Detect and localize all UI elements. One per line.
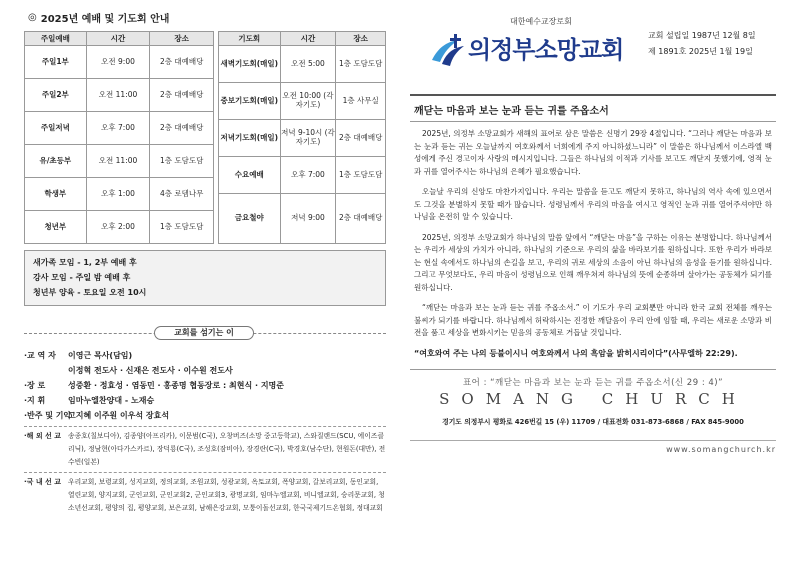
table-cell-time: 오전 5:00	[280, 46, 336, 83]
table-cell-place: 1층 사무실	[336, 83, 386, 120]
table-cell-time: 오후 1:00	[86, 178, 150, 211]
meeting-item: 강사 모임 - 주일 밤 예배 후	[33, 273, 131, 282]
schedule-title	[24, 8, 386, 27]
table-cell-name: 수요예배	[219, 157, 281, 194]
list-item: ·교 역 자 이영근 목사(담임)	[24, 351, 133, 360]
table-cell-time: 오후 7:00	[280, 157, 336, 194]
meetings-box	[24, 250, 386, 306]
table-cell-time: 오후 7:00	[86, 112, 150, 145]
table-cell-place: 4층 로뎀나무	[150, 178, 214, 211]
table-cell-place: 2층 대예배당	[150, 46, 214, 79]
meeting-item: 청년부 양육 - 토요일 오전 10시	[33, 288, 147, 297]
table-cell-time: 오전 9:00	[86, 46, 150, 79]
list-item: ·장 로 성중환 · 정효성 · 염동민 · 홍종명 협동장로 : 최현식 · 지명준	[24, 381, 285, 390]
serve-label: 교회를 섬기는 이	[154, 326, 254, 340]
website-link[interactable]: www.somangchurch.kr	[666, 444, 776, 454]
issue-number: 제 1891호 2025년 1월 19일	[648, 47, 753, 56]
article-body	[410, 128, 776, 340]
table-row	[219, 194, 386, 244]
table-cell-name: 저녁기도회(매일)	[219, 120, 281, 157]
table-header: 시간	[86, 32, 150, 46]
table-row	[219, 120, 386, 157]
church-logo-icon	[428, 30, 468, 70]
table-cell-name: 주일1부	[25, 46, 87, 79]
church-address: 경기도 의정부시 평화로 426번길 15 (우) 11709 / 대표전화 031-873-6868 / FAX 845-9000	[442, 417, 744, 426]
table-cell-name: 학생부	[25, 178, 87, 211]
schedule-title-text: 2025년 예배 및 기도회 안내	[40, 14, 170, 25]
table-header: 장소	[150, 32, 214, 46]
article-paragraph: 오늘날 우리의 신앙도 마찬가지입니다. 우리는 말씀을 듣고도 깨닫지 못하고, 하나님의 역사 속에 있으면서도 그것을 분별하지 못할 때가 많습니다. 성령님께서 우리의 마음을 여시고 영적인 눈과 귀를 열어주셔야만 하나님을 온전히 알 수 있습니다.	[414, 187, 772, 221]
table-cell-name: 주일저녁	[25, 112, 87, 145]
table-cell-time: 저녁 9-10시 (각자기도)	[280, 120, 336, 157]
prayer-schedule-table	[218, 31, 386, 244]
table-row	[25, 79, 214, 112]
table-cell-time: 오전 11:00	[86, 145, 150, 178]
table-header: 시간	[280, 32, 336, 46]
table-cell-place: 2층 대예배당	[150, 112, 214, 145]
table-cell-place: 1층 도담도담	[150, 211, 214, 244]
masthead-meta	[648, 28, 776, 60]
meeting-item: 새가족 모임 - 1, 2부 예배 후	[33, 258, 137, 267]
table-cell-place: 1층 도담도담	[150, 145, 214, 178]
overseas-missions: ·해 외 선 교 송종호(칠보디아), 김종양(아프리카), 이문범(C국), 오창버즈(소망 중고등학교), 스와질랜드(SCU, 에이즈클리닉), 정남현(아다가스카르), 장덕룡(C국), 조성호(잠비아), 장경란(C국), 박경호(남수단), 현원돈(대만), 전수빈(일본)	[24, 432, 386, 466]
table-cell-time: 저녁 9:00	[280, 194, 336, 244]
article-paragraph: 2025년, 의정부 소망교회가 하나님의 말씀 앞에서 “깨닫는 마음”을 구하는 이유는 분명합니다. 하나님께서는 우리가 세상의 가치가 아니라, 하나님의 기준으로 우리의 삶을 바라보기를 원하십니다. 또한 우리가 바라보는 현실 속에서도 하나님의 손길을 보고, 우리의 귀로 세상의 소음이 아닌 하나님의 음성을 듣기를 원하십니다. 그리고 무엇보다도, 우리 마음이 성령님으로 인해 깨우쳐져 하나님의 뜻에 순종하며 살아가는 공동체가 되기를 원하십니다.	[414, 232, 772, 292]
founded-date: 교회 설립일 1987년 12월 8일	[648, 31, 756, 40]
list-item: ·반주 및 기악 고지혜 이주원 이우석 장효석	[24, 411, 170, 420]
table-row	[219, 157, 386, 194]
table-cell-place: 2층 대예배당	[336, 120, 386, 157]
staff-list	[24, 348, 386, 423]
list-item: 이정혁 전도사 · 신재은 전도사 · 이수원 전도사	[68, 366, 233, 375]
table-header: 장소	[336, 32, 386, 46]
table-cell-time: 오후 2:00	[86, 211, 150, 244]
somang-church-wordmark: SOMANG CHURCH	[439, 389, 747, 408]
article-paragraph: “깨닫는 마음과 보는 눈과 듣는 귀를 주옵소서.” 이 기도가 우리 교회뿐만 아니라 한국 교회 전체를 깨우는 불씨가 되기를 바랍니다. 하나님께서 허락하시는 진정한 깨달음이 우리 안에 임할 때, 우리는 새로운 소망과 비전을 품고 세상을 변화시키는 믿음의 공동체로 거듭날 것입니다.	[414, 303, 772, 337]
table-cell-name: 청년부	[25, 211, 87, 244]
table-row	[25, 145, 214, 178]
worship-schedule-table	[24, 31, 214, 244]
article-paragraph: 2025년, 의정부 소망교회가 새해의 표어로 삼은 말씀은 신명기 29장 4절입니다. “그러나 깨닫는 마음과 보는 눈과 듣는 귀는 오늘날까지 여호와께서 너희에게 주지 아니하셨느니라” 이 말씀은 하나님께서 이스라엘 백성에게 주신 경고이자 사랑의 메시지입니다. 그들은 하나님의 이적과 기사를 보고도 깨닫지 못했기에, 영적 눈과 귀를 열어주시는 하나님의 은혜가 필요했습니다.	[414, 129, 772, 176]
table-row	[25, 178, 214, 211]
table-cell-name: 중보기도회(매일)	[219, 83, 281, 120]
church-motto: 표어 : “깨닫는 마음과 보는 눈과 듣는 귀를 주옵소서(신 29 : 4)”	[462, 377, 724, 388]
table-row	[25, 46, 214, 79]
denomination: 대한예수교장로회	[510, 17, 572, 26]
scripture-quote: “여호와여 주는 나의 등불이시니 여호와께서 나의 흑암을 밝히시리이다”(사무엘하 22:29).	[414, 348, 738, 358]
table-cell-place: 2층 대예배당	[336, 194, 386, 244]
table-header: 기도회	[219, 32, 281, 46]
table-cell-name: 유/초등부	[25, 145, 87, 178]
table-cell-name: 금요철야	[219, 194, 281, 244]
church-name: 의정부소망교회	[468, 36, 624, 64]
table-cell-place: 1층 도담도담	[336, 46, 386, 83]
serve-section-header	[24, 326, 386, 340]
bullseye-icon: ◎	[28, 12, 37, 23]
table-row	[219, 46, 386, 83]
masthead	[410, 8, 776, 88]
domestic-missions: ·국 내 선 교 우리교회, 보령교회, 성지교회, 정의교회, 조원교회, 성광교회, 옥토교회, 폭양교회, 갈보리교회, 동인교회, 열린교회, 양지교회, 군인교회, 군인교회2, 군인교회3, 광명교회, 임마누엘교회, 비니엘교회, 승리문교회, 청소년선교회, 평양의 집, 평양교회, 보은교회, 남해은강교회, 모퉁이돌선교회, 한국국제기드온협회, 정대교회	[24, 478, 385, 512]
left-column	[24, 8, 386, 515]
right-column	[410, 8, 776, 454]
table-cell-name: 주일2부	[25, 79, 87, 112]
table-cell-place: 1층 도담도담	[336, 157, 386, 194]
table-header: 주일예배	[25, 32, 87, 46]
table-cell-time: 오전 10:00 (각자기도)	[280, 83, 336, 120]
table-row	[25, 112, 214, 145]
table-cell-time: 오전 11:00	[86, 79, 150, 112]
list-item: ·지 휘 임마누엘찬양대 - 노재승	[24, 396, 155, 405]
table-row	[25, 211, 214, 244]
table-cell-place: 2층 대예배당	[150, 79, 214, 112]
table-row	[219, 83, 386, 120]
article-title: 깨닫는 마음과 보는 눈과 듣는 귀를 주옵소서	[414, 106, 609, 117]
table-cell-name: 새벽기도회(매일)	[219, 46, 281, 83]
